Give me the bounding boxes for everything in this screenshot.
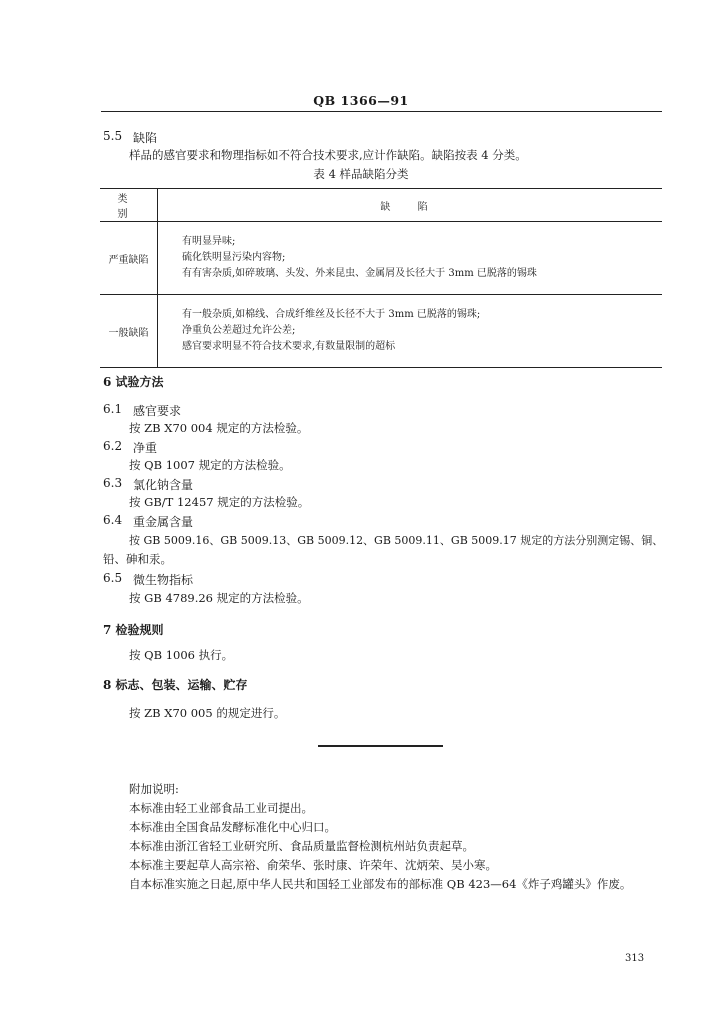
subsection-number: 6.5 (103, 571, 123, 585)
table-header-row (100, 189, 662, 222)
subsection-number: 6.4 (103, 513, 123, 527)
defect-cell (158, 295, 663, 368)
section-5-5-heading: 缺陷 (133, 131, 158, 145)
defect-item: 感官要求明显不符合技术要求,有数量限制的超标 (182, 341, 396, 352)
subsection-body: 按 QB 1007 规定的方法检验。 (129, 458, 291, 472)
subsection-title: 净重 (133, 441, 158, 455)
defect-cell (158, 222, 663, 295)
end-divider (318, 745, 443, 747)
table-row (100, 295, 662, 368)
page-number: 313 (625, 953, 645, 964)
defect-item: 有明显异味; (182, 236, 236, 247)
appendix-line: 本标准主要起草人高宗裕、俞荣华、张时康、许荣年、沈炳荣、吴小寒。 (129, 858, 497, 872)
subsection-body: 按 GB 4789.26 规定的方法检验。 (129, 591, 309, 605)
appendix-title: 附加说明: (129, 782, 179, 796)
appendix-line: 自本标准实施之日起,原中华人民共和国轻工业部发布的部标准 QB 423—64《炸子鸡罐头》作废。 (129, 877, 632, 891)
section-5-5-text: 样品的感官要求和物理指标如不符合技术要求,应计作缺陷。缺陷按表 4 分类。 (129, 148, 527, 162)
defect-item: 有有害杂质,如碎玻璃、头发、外来昆虫、金属屑及长径大于 3mm 已脱落的锡珠 (182, 268, 537, 279)
subsection-title: 感官要求 (133, 404, 182, 418)
appendix-line: 本标准由全国食品发酵标准化中心归口。 (129, 820, 336, 834)
section-8-heading: 8 标志、包装、运输、贮存 (103, 678, 248, 692)
category-cell: 严重缺陷 (100, 222, 158, 295)
subsection-body: 按 GB 5009.16、GB 5009.13、GB 5009.12、GB 5009.11、GB 5009.17 规定的方法分别测定锡、铜、 (129, 534, 664, 547)
table-4-caption: 表 4 样品缺陷分类 (313, 167, 409, 181)
section-6-heading: 6 试验方法 (103, 375, 164, 389)
column-header-category: 类 别 (100, 189, 158, 222)
appendix-line: 本标准由轻工业部食品工业司提出。 (129, 801, 313, 815)
defect-item: 有一般杂质,如棉线、合成纤维丝及长径不大于 3mm 已脱落的锡珠; (182, 309, 481, 320)
standard-code-header: QB 1366—91 (313, 93, 409, 108)
appendix-line: 本标准由浙江省轻工业研究所、食品质量监督检测杭州站负责起草。 (129, 839, 474, 853)
subsection-title: 微生物指标 (133, 573, 194, 587)
defect-item: 净重负公差超过允许公差; (182, 325, 296, 336)
defect-classification-table (100, 188, 662, 368)
subsection-title: 氯化钠含量 (133, 478, 194, 492)
subsection-body-continued: 铅、砷和汞。 (103, 552, 172, 566)
defect-item: 硫化铁明显污染内容物; (182, 252, 286, 263)
column-header-defect: 缺 陷 (158, 189, 663, 222)
section-7-heading: 7 检验规则 (103, 623, 164, 637)
section-5-5-number: 5.5 (103, 129, 123, 143)
header-rule (101, 111, 662, 112)
subsection-body: 按 GB/T 12457 规定的方法检验。 (129, 495, 310, 509)
subsection-title: 重金属含量 (133, 515, 194, 529)
category-cell: 一般缺陷 (100, 295, 158, 368)
subsection-body: 按 ZB X70 004 规定的方法检验。 (129, 421, 309, 435)
subsection-number: 6.2 (103, 439, 123, 453)
section-8-body: 按 ZB X70 005 的规定进行。 (129, 706, 286, 720)
section-7-body: 按 QB 1006 执行。 (129, 648, 234, 662)
subsection-number: 6.1 (103, 402, 123, 416)
table-row (100, 222, 662, 295)
subsection-number: 6.3 (103, 476, 123, 490)
